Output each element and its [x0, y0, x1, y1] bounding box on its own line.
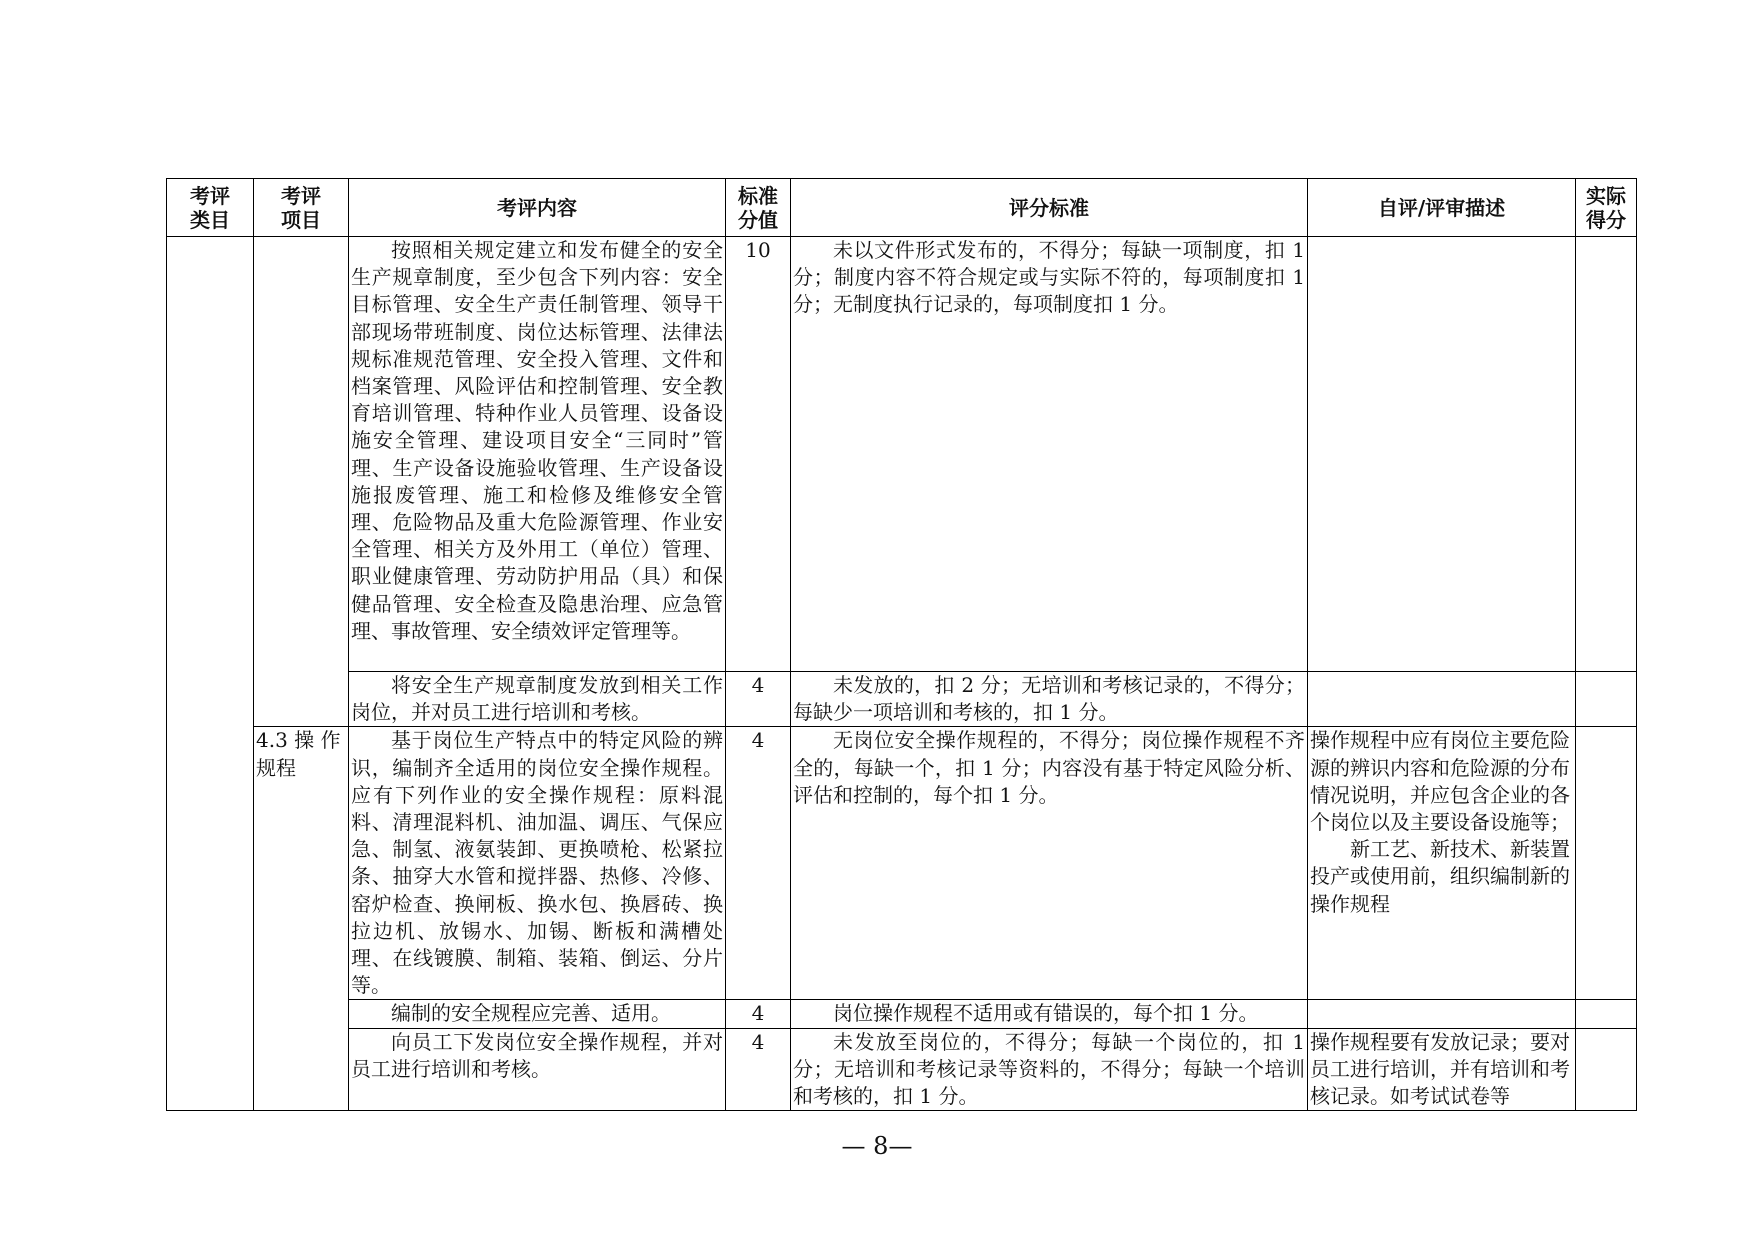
content-cell: 编制的安全规程应完善、适用。 [349, 1000, 726, 1028]
actual-score-cell [1576, 727, 1637, 1000]
review-cell [1308, 672, 1576, 727]
review-text: 新工艺、新技术、新装置投产或使用前，组织编制新的操作规程 [1310, 837, 1570, 916]
header-content: 考评内容 [349, 179, 726, 237]
review-cell: 操作规程要有发放记录；要对员工进行培训，并有培训和考核记录。如考试试卷等 [1308, 1028, 1576, 1111]
review-cell [1308, 1000, 1576, 1028]
page-number: — 8— [841, 1132, 913, 1160]
table-row [167, 237, 1637, 672]
content-cell: 将安全生产规章制度发放到相关工作岗位，并对员工进行培训和考核。 [349, 672, 726, 727]
header-standard-score: 标准 分值 [726, 179, 791, 237]
header-category: 考评 类目 [167, 179, 254, 237]
standard-score-cell: 10 [726, 237, 791, 672]
actual-score-cell [1576, 1000, 1637, 1028]
content-cell: 按照相关规定建立和发布健全的安全生产规章制度，至少包含下列内容：安全目标管理、安全生产责任制管理、领导干部现场带班制度、岗位达标管理、法律法规标准规范管理、安全投入管理、文件和档案管理、风险评估和控制管理、安全教育培训管理、特种作业人员管理、设备设施安全管理、建设项目安全“三同时”管理、生产设备设施验收管理、生产设备设施报废管理、施工和检修及维修安全管理、危险物品及重大危险源管理、作业安全管理、相关方及外用工（单位）管理、职业健康管理、劳动防护用品（具）和保健品管理、安全检查及隐患治理、应急管理、事故管理、安全绩效评定管理等。 [349, 237, 726, 672]
evaluation-table [166, 178, 1637, 1111]
table-row [167, 672, 1637, 727]
criteria-cell: 未以文件形式发布的，不得分；每缺一项制度，扣 1 分；制度内容不符合规定或与实际不符的，每项制度扣 1 分；无制度执行记录的，每项制度扣 1 分。 [791, 237, 1308, 672]
content-cell: 向员工下发岗位安全操作规程，并对员工进行培训和考核。 [349, 1028, 726, 1111]
criteria-cell: 未发放至岗位的，不得分；每缺一个岗位的，扣 1 分；无培训和考核记录等资料的，不得分；每缺一个培训和考核的，扣 1 分。 [791, 1028, 1308, 1111]
actual-score-cell [1576, 1028, 1637, 1111]
item-cell: 4.3 操 作规程 [254, 727, 349, 1111]
criteria-cell: 未发放的，扣 2 分；无培训和考核记录的，不得分；每缺少一项培训和考核的，扣 1 分。 [791, 672, 1308, 727]
review-cell [1308, 237, 1576, 672]
header-review: 自评/评审描述 [1308, 179, 1576, 237]
content-cell: 基于岗位生产特点中的特定风险的辨识，编制齐全适用的岗位安全操作规程。应有下列作业的安全操作规程：原料混料、清理混料机、油加温、调压、气保应急、制氢、液氨装卸、更换喷枪、松紧拉条、抽穿大水管和搅拌器、热修、冷修、窑炉检查、换闸板、换水包、换唇砖、换拉边机、放锡水、加锡、断板和满槽处理、在线镀膜、制箱、装箱、倒运、分片等。 [349, 727, 726, 1000]
actual-score-cell [1576, 672, 1637, 727]
category-cell [167, 237, 254, 1111]
criteria-cell: 无岗位安全操作规程的，不得分；岗位操作规程不齐全的，每缺一个，扣 1 分；内容没有基于特定风险分析、评估和控制的，每个扣 1 分。 [791, 727, 1308, 1000]
header-item: 考评 项目 [254, 179, 349, 237]
header-actual-score: 实际 得分 [1576, 179, 1637, 237]
standard-score-cell: 4 [726, 1028, 791, 1111]
review-text: 操作规程中应有岗位主要危险源的辨识内容和危险源的分布情况说明，并应包含企业的各个岗位以及主要设备设施等； [1310, 728, 1570, 835]
table-row [167, 1028, 1637, 1111]
item-cell [254, 237, 349, 727]
table-header-row [167, 179, 1637, 237]
header-criteria: 评分标准 [791, 179, 1308, 237]
standard-score-cell: 4 [726, 1000, 791, 1028]
standard-score-cell: 4 [726, 727, 791, 1000]
criteria-cell: 岗位操作规程不适用或有错误的，每个扣 1 分。 [791, 1000, 1308, 1028]
review-cell [1308, 727, 1576, 1000]
table-row [167, 727, 1637, 1000]
actual-score-cell [1576, 237, 1637, 672]
table-row [167, 1000, 1637, 1028]
standard-score-cell: 4 [726, 672, 791, 727]
